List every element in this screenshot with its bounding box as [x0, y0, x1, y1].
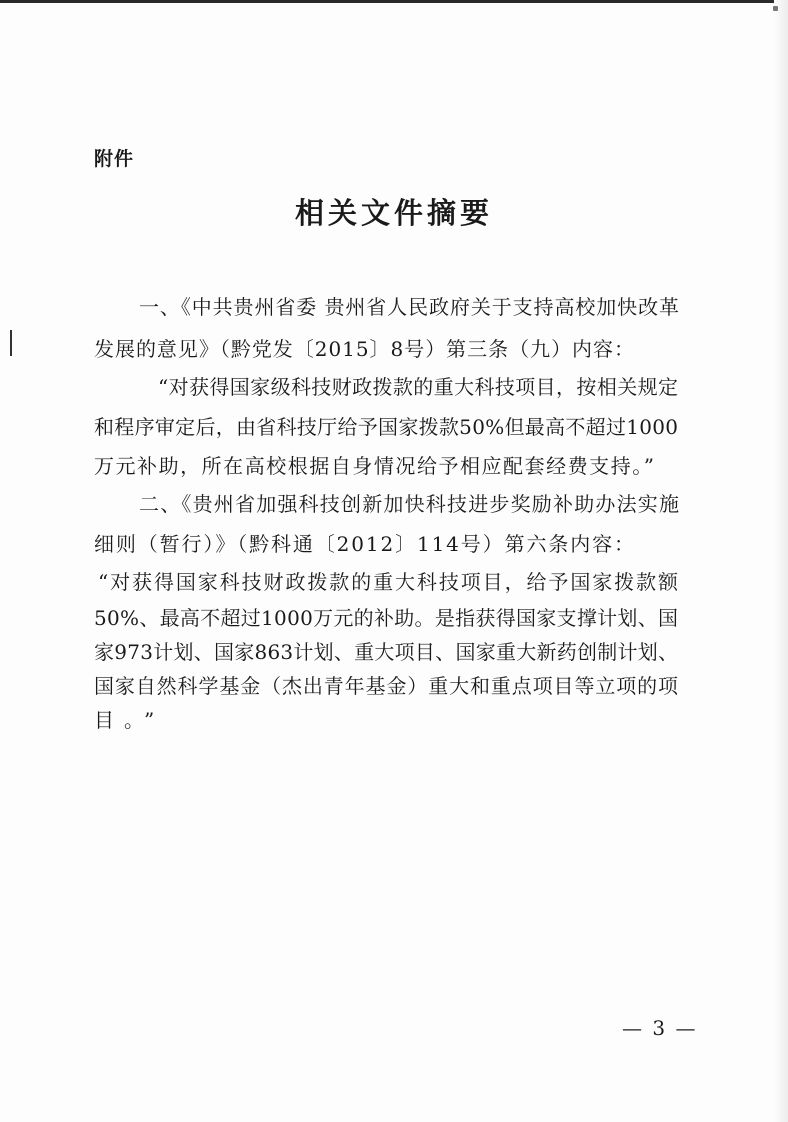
- attachment-label: 附件: [94, 148, 135, 170]
- section-1-line-4: 和程序审定后，由省科技厅给予国家拨款50%但最高不超过1000: [94, 415, 679, 439]
- page-number: — 3 —: [622, 1016, 698, 1040]
- scan-left-mark: [10, 330, 12, 356]
- section-2-line-2: 细则（暂行）》（黔科通〔2012〕114号）第六条内容：: [94, 532, 636, 556]
- section-2-line-7: 目。”: [94, 708, 165, 732]
- scan-corner-dot: [773, 6, 778, 11]
- section-2-line-6: 国家自然科学基金（杰出青年基金）重大和重点项目等立项的项: [94, 674, 679, 698]
- section-2-line-1: 二、《贵州省加强科技创新加快科技进步奖励补助办法实施: [139, 492, 681, 516]
- section-1-line-1: 一、《中共贵州省委 贵州省人民政府关于支持高校加快改革: [139, 295, 680, 319]
- section-2-line-3: “对获得国家科技财政拨款的重大科技项目，给予国家拨款额: [98, 570, 680, 594]
- page-title: 相关文件摘要: [294, 196, 493, 230]
- section-2-line-5: 家973计划、国家863计划、重大项目、国家重大新药创制计划、: [94, 640, 679, 664]
- section-1-line-3: “对获得国家级科技财政拨款的重大科技项目，按相关规定: [158, 375, 679, 399]
- section-2-line-4: 50%、最高不超过1000万元的补助。是指获得国家支撑计划、国: [94, 606, 679, 630]
- section-1-line-5: 万元补助，所在高校根据自身情况给予相应配套经费支持。”: [94, 454, 656, 478]
- scan-right-edge: [774, 0, 788, 1122]
- scan-top-edge: [0, 0, 788, 3]
- section-1-line-2: 发展的意见》（黔党发〔2015〕8号）第三条（九）内容：: [94, 337, 635, 361]
